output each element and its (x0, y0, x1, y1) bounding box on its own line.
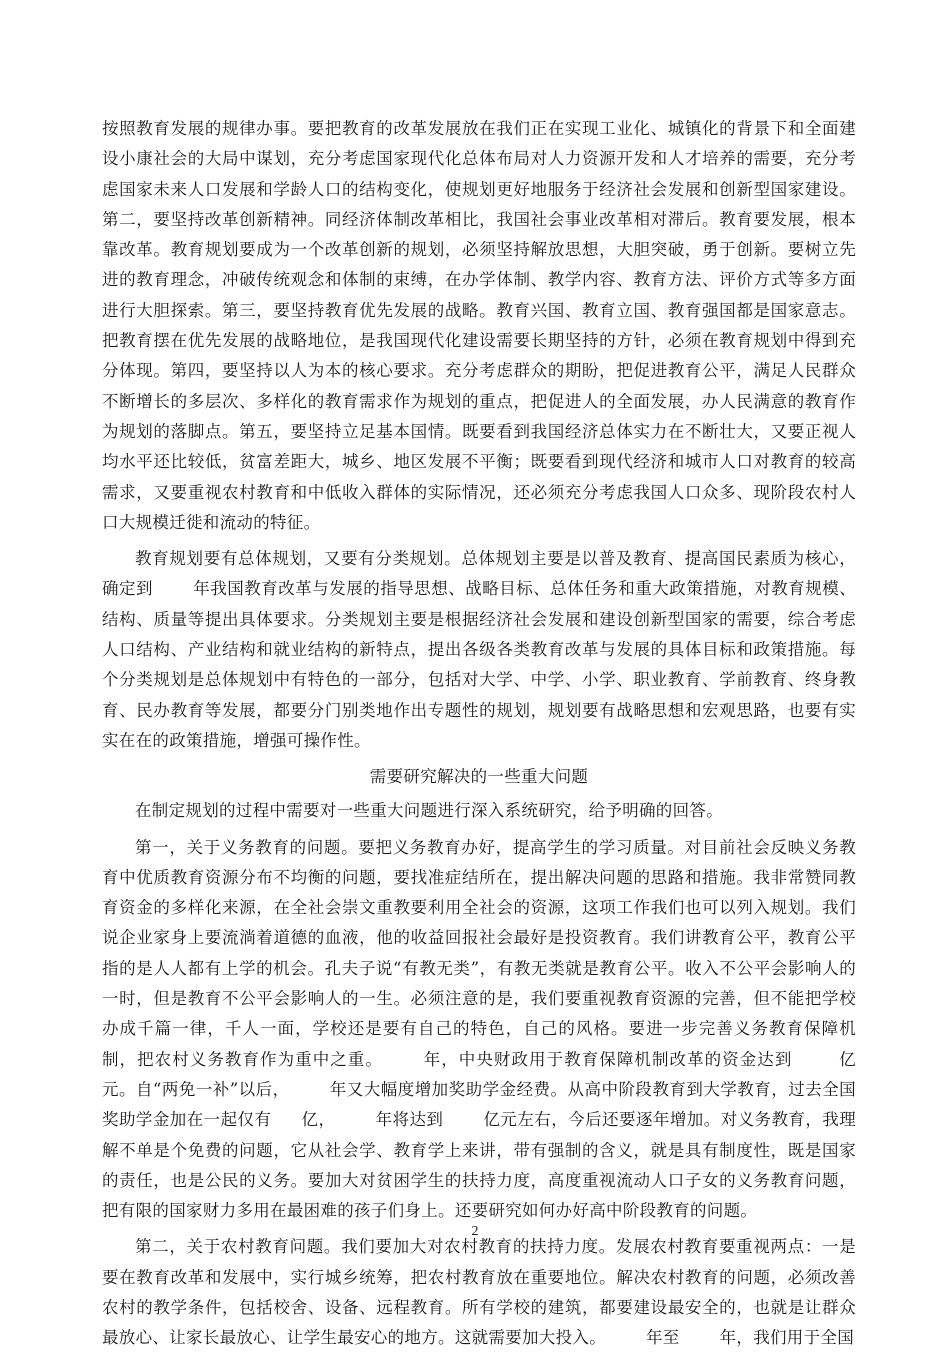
document-page (102, 114, 856, 1360)
paragraph-overall-plan (102, 544, 856, 756)
text-segment: 年至 (646, 1328, 680, 1348)
section-heading: 需要研究解决的一些重大问题 (369, 767, 589, 787)
text-segment: 年，我们用于全国 (719, 1328, 855, 1348)
text-segment: 第二，关于农村教育问题。我们要加大对农村教育的扶持力度。发展农村教育要重视两点：一是要在教育改革和发展中，实行城乡统筹，把农村教育放在重要地位。解决农村教育的问题，必须改善农村的教学条件，包括校舍、设备、远程教育。所有学校的建筑，都要建设最安全的，也就是让群众最放心、让家长最放心、让学生最安心的地方。这就需要加大投入。 (102, 1237, 856, 1348)
text-segment: 年又大幅度增加奖助学金经费。从高中阶段教育到大学教育，过去全国奖助学金加在一起仅有 (102, 1079, 856, 1130)
text-segment: 年将达到 (375, 1110, 444, 1130)
text-segment: 在制定规划的过程中需要对一些重大问题进行深入系统研究，给予明确的回答。 (135, 801, 723, 821)
paragraph-rural-education (102, 1232, 856, 1353)
text-segment: 亿元左右，今后还要逐年增加。对义务教育，我理解不单是个免费的问题，它从社会学、教育学上来讲，带有强制的含义，就是具有制度性，既是国家的责任，也是公民的义务。要加大对贫困学生的扶持力度，高度重视流动人口子女的义务教育问题，把有限的国家财力多用在最困难的孩子们身上。还要研究如何办好高中阶段教育的问题。 (102, 1110, 857, 1221)
page-number: 2 (471, 1224, 479, 1239)
text-segment: 按照教育发展的规律办事。要把教育的改革发展放在我们正在实现工业化、城镇化的背景下和全面建设小康社会的大局中谋划，充分考虑国家现代化总体布局对人力资源开发和人才培养的需要，充分考虑国家未来人口发展和学龄人口的结构变化，使规划更好地服务于经济社会发展和创新型国家建设。第二，要坚持改革创新精神。同经济体制改革相比，我国社会事业改革相对滞后。教育要发展，根本靠改革。教育规划要成为一个改革创新的规划，必须坚持解放思想，大胆突破，勇于创新。要树立先进的教育理念，冲破传统观念和体制的束缚，在办学体制、教学内容、教育方法、评价方式等多方面进行大胆探索。第三，要坚持教育优先发展的战略。教育兴国、教育立国、教育强国都是国家意志。把教育摆在优先发展的战略地位，是我国现代化建设需要长期坚持的方针，必须在教育规划中得到充分体现。第四，要坚持以人为本的核心要求。充分考虑群众的期盼，把促进教育公平，满足人民群众不断增长的多层次、多样化的教育需求作为规划的重点，把促进人的全面发展，办人民满意的教育作为规划的落脚点。第五，要坚持立足基本国情。既要看到我国经济总体实力在不断壮大，又要正视人均水平还比较低，贫富差距大，城乡、地区发展不平衡；既要看到现代经济和城市人口对教育的较高需求，又要重视农村教育和中低收入群体的实际情况，还必须充分考虑我国人口众多、现阶段农村人口大规模迁徙和流动的特征。 (102, 119, 856, 532)
text-segment: 亿， (301, 1110, 336, 1130)
paragraph-compulsory-education (102, 833, 856, 1227)
paragraph-intro (102, 796, 856, 826)
text-segment: 亿元。自“两免一补”以后， (102, 1049, 856, 1099)
paragraph-principles (102, 114, 856, 538)
text-segment: 教育规划要有总体规划，又要有分类规划。总体规划主要是以普及教育、提高国民素质为核心，确定到 (102, 549, 856, 599)
text-segment: 第一，关于义务教育的问题。要把义务教育办好，提高学生的学习质量。对目前社会反映义务教育中优质教育资源分布不均衡的问题，要找准症结所在，提出解决问题的思路和措施。我非常赞同教育资金的多样化来源，在全社会崇文重教要利用全社会的资源，这项工作我们也可以列入规划。我们说企业家身上要流淌着道德的血液，他的收益回报社会最好是投资教育。我们讲教育公平，教育公平指的是人人都有上学的机会。孔夫子说“有教无类”，有教无类就是教育公平。收入不公平会影响人的一时，但是教育不公平会影响人的一生。必须注意的是，我们要重视教育资源的完善，但不能把学校办成千篇一律，千人一面，学校还是要有自己的特色，自己的风格。要进一步完善义务教育保障机制，把农村义务教育作为重中之重。 (102, 837, 856, 1069)
text-segment: 年，中央财政用于教育保障机制改革的资金达到 (422, 1049, 793, 1069)
text-segment: 年我国教育改革与发展的指导思想、战略目标、总体任务和重大政策措施，对教育规模、结构、质量等提出具体要求。分类规划主要是根据经济社会发展和建设创新型国家的需要，综合考虑人口结构、产业结构和就业结构的新特点，提出各级各类教育改革与发展的具体目标和政策措施。每个分类规划是总体规划中有特色的一部分，包括对大学、中学、小学、职业教育、学前教育、终身教育、民办教育等发展，都要分门别类地作出专题性的规划，规划要有战略思想和宏观思路，也要有实实在在的政策措施，增强可操作性。 (102, 579, 856, 750)
